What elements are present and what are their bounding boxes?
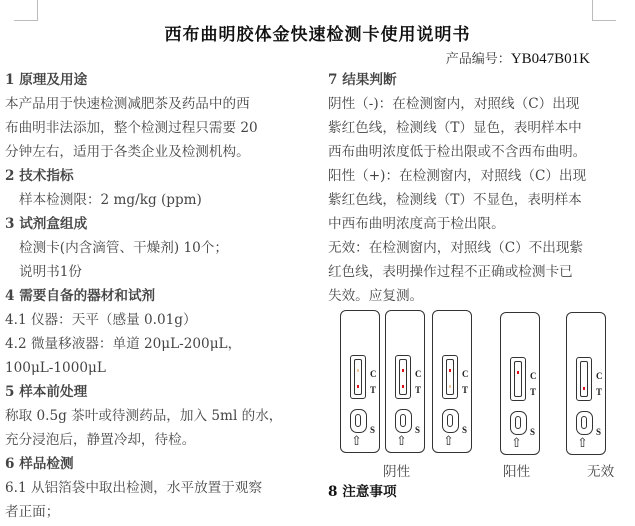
body-text-line: 4.1 仪器：天平（感量 0.01g）: [5, 312, 197, 328]
window-inner: [446, 359, 454, 395]
test-card-diagram: [328, 310, 628, 480]
body-text-line: 6.1 从铝箔袋中取出检测，水平放置于观察: [5, 480, 263, 496]
arrow-up-icon: ⇧: [577, 436, 588, 451]
sample-well-inner: [447, 414, 453, 427]
right-column: [328, 68, 628, 504]
sample-well: [442, 409, 459, 433]
body-text-line: 4.2 微量移液器：单道 20μL-200μL，: [5, 336, 242, 352]
t-label: T: [415, 385, 422, 395]
body-text-line: 检测卡(内含滴管、干燥剂) 10个；: [19, 240, 228, 256]
test-line: [583, 387, 585, 390]
arrow-up-icon: ⇧: [351, 434, 362, 449]
s-label: S: [415, 425, 421, 435]
s-label: S: [530, 427, 536, 437]
s-label: S: [370, 425, 376, 435]
window-inner: [514, 361, 522, 397]
test-line: [449, 385, 451, 388]
result-label-invalid: 无效: [587, 464, 615, 480]
s-label: S: [462, 425, 468, 435]
test-line: [402, 385, 404, 388]
body-text-line: 紫红色线，检测线（T）不显色，表明样本: [328, 192, 582, 208]
sample-well: [576, 411, 593, 435]
corner-mark-top-right: [592, 0, 616, 21]
body-text-line: 称取 0.5g 茶叶或待测药品，加入 5ml 的水，: [5, 408, 283, 424]
product-number-value: YB047B01K: [510, 51, 590, 67]
body-text-line: 100μL-1000μL: [5, 360, 106, 376]
result-label-positive: 阳性: [503, 464, 531, 480]
c-label: C: [462, 369, 469, 379]
body-text-line: 紫红色线，检测线（T）显色，表明样本中: [328, 120, 582, 136]
sample-well: [510, 411, 527, 435]
result-label-negative: 阴性: [383, 464, 411, 480]
body-text-line: 失效。应复测。: [328, 288, 424, 304]
body-text-line: 者正面；: [5, 504, 60, 520]
arrow-up-icon: ⇧: [396, 434, 407, 449]
test-line: [357, 385, 359, 388]
document-title: 西布曲明胶体金快速检测卡使用说明书: [164, 25, 471, 45]
test-card: [566, 312, 606, 455]
result-window: [576, 357, 592, 401]
sample-well-inner: [355, 414, 361, 427]
window-inner: [580, 361, 588, 397]
t-label: T: [370, 385, 377, 395]
c-label: C: [596, 371, 603, 381]
section-heading: 5 样本前处理: [5, 384, 88, 400]
t-label: T: [596, 387, 603, 397]
section-heading: 2 技术指标: [5, 168, 74, 184]
s-label: S: [596, 427, 602, 437]
left-column: [5, 68, 310, 524]
c-label: C: [370, 369, 377, 379]
test-card: [340, 310, 380, 453]
body-text-line: 本产品用于快速检测减肥茶及药品中的西: [5, 96, 250, 112]
t-label: T: [530, 387, 537, 397]
c-label: C: [530, 371, 537, 381]
window-inner: [399, 359, 407, 395]
t-label: T: [462, 385, 469, 395]
control-line: [517, 371, 519, 374]
sample-well-inner: [400, 414, 406, 427]
body-text-line: 红色线，表明操作过程不正确或检测卡已: [328, 264, 573, 280]
result-window: [510, 357, 526, 401]
body-text-line: 阳性（+)：在检测窗内，对照线（C）出现: [328, 168, 587, 184]
product-number: [446, 48, 590, 68]
result-window: [442, 355, 458, 399]
corner-mark-top-left: [14, 0, 38, 21]
test-card: [500, 312, 540, 455]
section-heading: 3 试剂盒组成: [5, 216, 88, 232]
sample-well: [350, 409, 367, 433]
control-line: [449, 369, 451, 372]
section-heading: 8 注意事项: [328, 484, 397, 500]
arrow-up-icon: ⇧: [443, 434, 454, 449]
test-card: [432, 310, 472, 453]
c-label: C: [415, 369, 422, 379]
window-inner: [354, 359, 362, 395]
section-heading: 1 原理及用途: [5, 72, 88, 88]
section-heading: 4 需要自备的器材和试剂: [5, 288, 156, 304]
result-window: [350, 355, 366, 399]
body-text-line: 无效：在检测窗内，对照线（C）不出现紫: [328, 240, 584, 256]
test-card: [385, 310, 425, 453]
body-text-line: 充分浸泡后，静置冷却，待检。: [5, 432, 196, 448]
arrow-up-icon: ⇧: [511, 436, 522, 451]
body-text-line: 样本检测限：2 mg/kg (ppm): [19, 192, 202, 208]
control-line: [402, 369, 404, 372]
section-heading: 7 结果判断: [328, 72, 397, 88]
result-window: [395, 355, 411, 399]
sample-well: [395, 409, 412, 433]
body-text-line: 西布曲明浓度低于检出限或不含西布曲明。: [328, 144, 587, 160]
body-text-line: 分钟左右，适用于各类企业及检测机构。: [5, 144, 250, 160]
body-text-line: 中西布曲明浓度高于检出限。: [328, 216, 505, 232]
sample-well-inner: [581, 416, 587, 429]
product-number-label: 产品编号：: [445, 52, 511, 67]
sample-well-inner: [515, 416, 521, 429]
section-heading: 6 样品检测: [5, 456, 74, 472]
body-text-line: 阴性（-)：在检测窗内，对照线（C）出现: [328, 96, 580, 112]
body-text-line: 说明书1份: [19, 264, 83, 280]
control-line: [357, 369, 359, 372]
body-text-line: 布曲明非法添加，整个检测过程只需要 20: [5, 120, 258, 136]
